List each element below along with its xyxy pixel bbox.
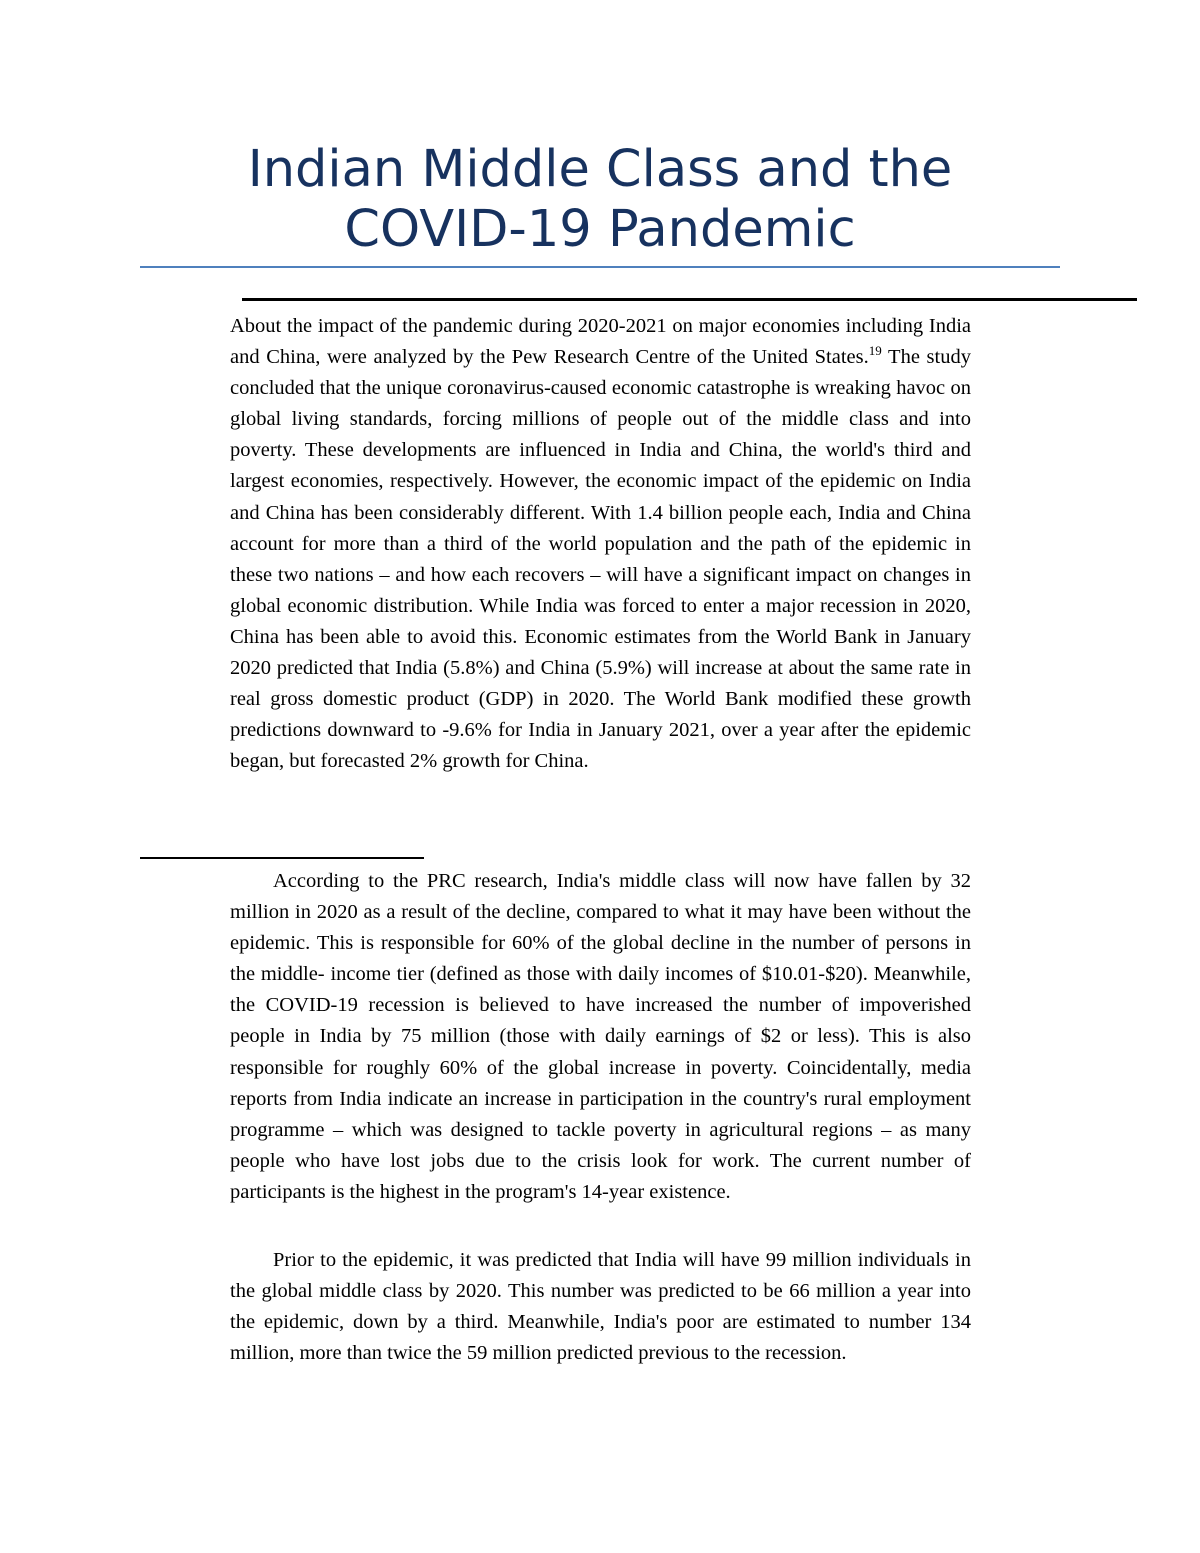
- title-underline: [140, 266, 1060, 268]
- paragraph-1-text-a: About the impact of the pandemic during 2020-2021 on major economies including India and China, were analyzed by the Pew Research Centre of the United States.: [230, 315, 971, 369]
- paragraph-1: [230, 311, 971, 777]
- page-title: [140, 140, 1060, 260]
- footnote-reference[interactable]: 19: [868, 343, 882, 359]
- page-title-line-2: COVID-19 Pandemic: [344, 200, 856, 259]
- paragraph-1-text-b: The study concluded that the unique coronavirus-caused economic catastrophe is wreaking havoc on global living standards, forcing millions of people out of the middle class and into poverty. These developments are influenced in India and China, the world's third and largest economies, respectively. However, the economic impact of the epidemic on India and China has been considerably different. With 1.4 billion people each, India and China account for more than a third of the world population and the path of the epidemic in these two nations – and how each recovers – will have a significant impact on changes in global economic distribution. While India was forced to enter a major recession in 2020, China has been able to avoid this. Economic estimates from the World Bank in January 2020 predicted that India (5.8%) and China (5.9%) will increase at about the same rate in real gross domestic product (GDP) in 2020. The World Bank modified these growth predictions downward to -9.6% for India in January 2021, over a year after the epidemic began, but forecasted 2% growth for China.: [230, 346, 971, 773]
- page-title-line-1: Indian Middle Class and the: [247, 140, 953, 199]
- footnote-separator: [140, 857, 424, 859]
- section-divider-top: [242, 298, 1137, 301]
- paragraph-2: According to the PRC research, India's middle class will now have fallen by 32 million in 2020 as a result of the decline, compared to what it may have been without the epidemic. This is responsible for 60% of the global decline in the number of persons in the middle- income tier (defined as those with daily incomes of $10.01-$20). Meanwhile, the COVID-19 recession is believed to have increased the number of impoverished people in India by 75 million (those with daily earnings of $2 or less). This is also responsible for roughly 60% of the global increase in poverty. Coincidentally, media reports from India indicate an increase in participation in the country's rural employment programme – which was designed to tackle poverty in agricultural regions – as many people who have lost jobs due to the crisis look for work. The current number of participants is the highest in the program's 14-year existence.: [230, 870, 971, 1203]
- paragraph-3: Prior to the epidemic, it was predicted that India will have 99 million individuals in the global middle class by 2020. This number was predicted to be 66 million a year into the epidemic, down by a third. Meanwhile, India's poor are estimated to number 134 million, more than twice the 59 million predicted previous to the recession.: [230, 1249, 971, 1365]
